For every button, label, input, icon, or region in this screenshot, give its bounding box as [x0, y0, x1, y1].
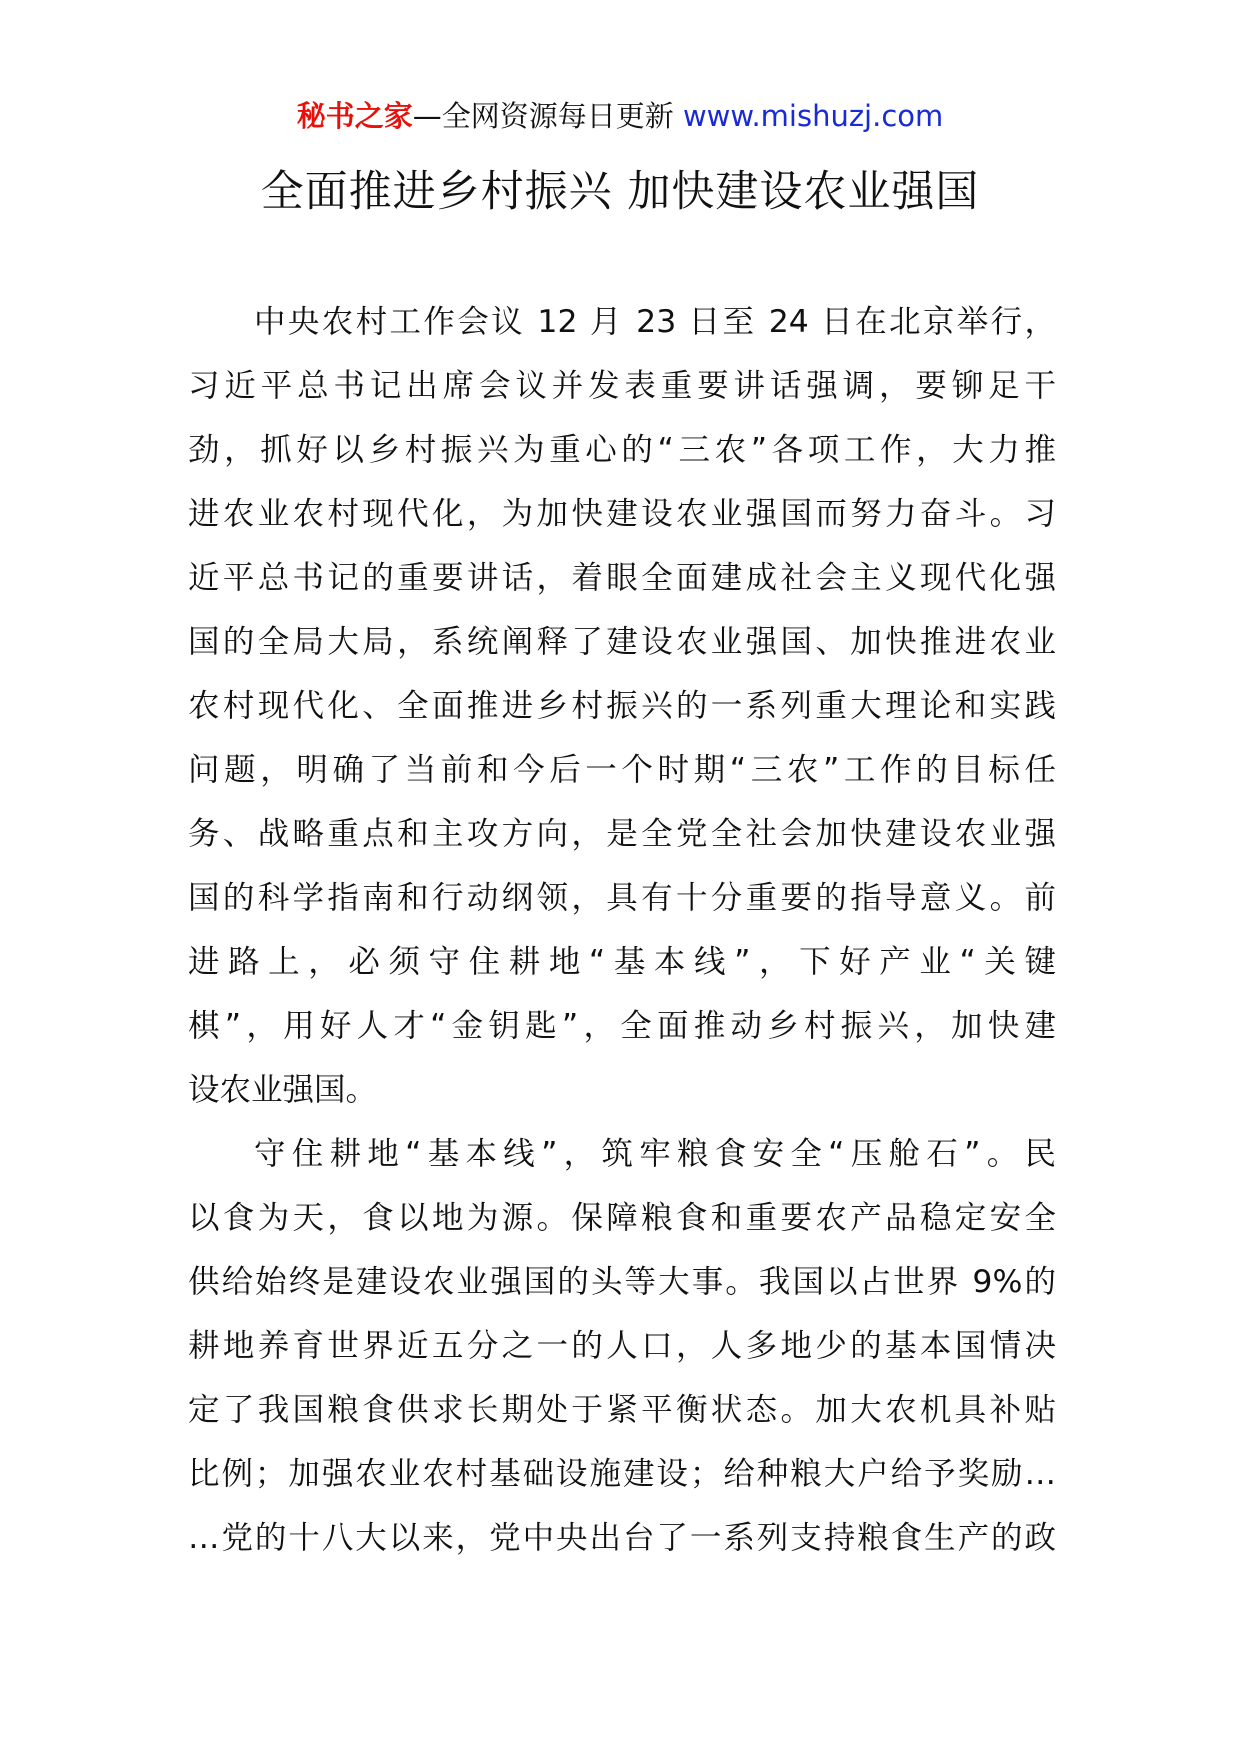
body-line: 进农业农村现代化，为加快建设农业强国而努力奋斗。习 [188, 496, 1056, 532]
site-url-link[interactable]: www.mishuzj.com [682, 99, 944, 133]
body-line: …党的十八大以来，党中央出台了一系列支持粮食生产的政 [188, 1520, 1056, 1556]
body-line: 中央农村工作会议 12 月 23 日至 24 日在北京举行， [254, 304, 1056, 340]
body-line: 农村现代化、全面推进乡村振兴的一系列重大理论和实践 [188, 688, 1056, 724]
body-line: 耕地养育世界近五分之一的人口，人多地少的基本国情决 [188, 1328, 1056, 1364]
body-line: 棋”，用好人才“金钥匙”，全面推动乡村振兴，加快建 [188, 1008, 1056, 1044]
body-line: 国的全局大局，系统阐释了建设农业强国、加快推进农业 [188, 624, 1056, 660]
body-line: 务、战略重点和主攻方向，是全党全社会加快建设农业强 [188, 816, 1056, 852]
body-line: 供给始终是建设农业强国的头等大事。我国以占世界 9%的 [188, 1264, 1056, 1300]
body-line: 设农业强国。 [188, 1072, 378, 1108]
body-line: 以食为天，食以地为源。保障粮食和重要农产品稳定安全 [188, 1200, 1056, 1236]
site-brand: 秘书之家 [296, 99, 413, 133]
body-line: 问题，明确了当前和今后一个时期“三农”工作的目标任 [188, 752, 1056, 788]
body-line: 比例；加强农业农村基础设施建设；给种粮大户给予奖励… [188, 1456, 1056, 1492]
body-line: 进路上，必须守住耕地“基本线”，下好产业“关键 [188, 944, 1056, 980]
document-title: 全面推进乡村振兴 加快建设农业强国 [260, 167, 980, 217]
document-body [188, 290, 1056, 1570]
body-line: 近平总书记的重要讲话，着眼全面建成社会主义现代化强 [188, 560, 1056, 596]
body-line: 定了我国粮食供求长期处于紧平衡状态。加大农机具补贴 [188, 1392, 1056, 1428]
body-line: 国的科学指南和行动纲领，具有十分重要的指导意义。前 [188, 880, 1056, 916]
site-tagline: —全网资源每日更新 [412, 99, 683, 133]
body-line: 守住耕地“基本线”，筑牢粮食安全“压舱石”。民 [254, 1136, 1056, 1172]
body-line: 习近平总书记出席会议并发表重要讲话强调，要铆足干 [188, 368, 1056, 404]
site-header [0, 96, 1240, 136]
body-line: 劲，抓好以乡村振兴为重心的“三农”各项工作，大力推 [188, 432, 1056, 468]
